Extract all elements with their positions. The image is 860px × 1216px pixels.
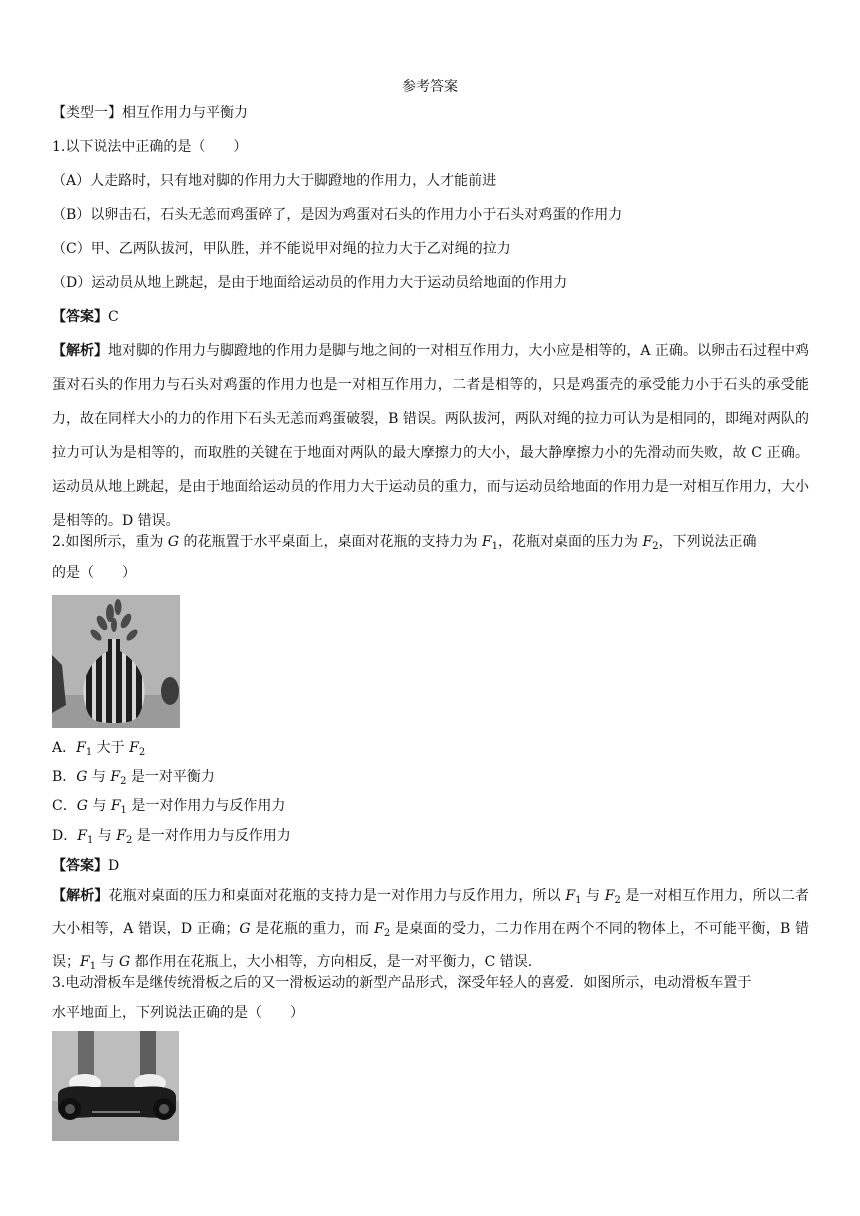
q2-stem: 2.如图所示，重为 G 的花瓶置于水平桌面上，桌面对花瓶的支持力为 $F_1$，花瓶对桌面的压力为 $F_2$，下列说法正确 的是（ ） — [52, 534, 757, 581]
q1-analysis — [52, 334, 809, 538]
answer-value: C — [108, 309, 119, 325]
hoverboard-photo — [52, 1031, 179, 1141]
analysis-label: 【解析】 — [52, 888, 109, 904]
answer-label: 【答案】 — [52, 858, 108, 874]
q1-option-d: （D）运动员从地上跳起，是由于地面给运动员的作用力大于运动员给地面的作用力 — [52, 275, 568, 291]
q2-option-a: A．$F_1$ 大于 $F_2$ — [52, 740, 146, 758]
q1-answer — [52, 307, 812, 327]
hoverboard-illustration — [52, 1031, 179, 1141]
analysis-text: 地对脚的作用力与脚蹬地的作用力是脚与地之间的一对相互作用力，大小应是相等的，A 正确。以卵击石过程中鸡蛋对石头的作用力与石头对鸡蛋的作用力也是一对相互作用力，二者是相等的，只是鸡蛋壳的承受能力小于石头的承受能力，故在同样大小的力的作用下石头无恙而鸡蛋破裂，B 错误。两队拔河，两队对绳的拉力可认为是相同的，即绳对两队的拉力可认为是相等的，而取胜的关键在于地面对两队的最大摩擦力的大小，最大静摩擦力小的先滑动而失败，故 C 正确。运动员从地上跳起，是由于地面给运动员的作用力大于运动员的重力，而与运动员给地面的作用力是一对相互作用力，大小是相等的。D 错误。 — [52, 343, 810, 529]
q2-option-d: D．$F_1$ 与 $F_2$ 是一对作用力与反作用力 — [52, 828, 291, 846]
answer-label: 【答案】 — [52, 309, 108, 325]
page-title: 参考答案 — [402, 79, 458, 95]
q1-option-a: （A）人走路时，只有地对脚的作用力大于脚蹬地的作用力，人才能前进 — [52, 173, 497, 189]
vase-photo — [52, 595, 180, 728]
q2-option-c: C．G 与 $F_1$ 是一对作用力与反作用力 — [52, 798, 286, 816]
q1-option-c: （C）甲、乙两队拔河，甲队胜，并不能说甲对绳的拉力大于乙对绳的拉力 — [52, 241, 511, 257]
q1-stem: 1.以下说法中正确的是（ ） — [52, 139, 248, 155]
vase-illustration — [52, 595, 180, 728]
q2-option-b: B．G 与 $F_2$ 是一对平衡力 — [52, 769, 215, 787]
q1-option-b: （B）以卵击石，石头无恙而鸡蛋碎了，是因为鸡蛋对石头的作用力小于石头对鸡蛋的作用力 — [52, 207, 623, 223]
q2-answer — [52, 856, 812, 876]
q2-analysis: 【解析】花瓶对桌面的压力和桌面对花瓶的支持力是一对作用力与反作用力，所以 $F_1$ 与 $F_2$ 是一对相互作用力，所以二者大小相等，A 错误，D 正确；G 是花瓶的重力，而 $F_2$ 是桌面的受力，二力作用在两个不同的物体上，不可能平衡，B 错误；$F_1$ 与 G 都作用在花瓶上，大小相等，方向相反，是一对平衡力，C 错误. — [52, 888, 809, 972]
answer-value: D — [108, 858, 120, 874]
q3-stem-line2: 水平地面上，下列说法正确的是（ ） — [52, 1005, 304, 1021]
q3-stem-line1: 3.电动滑板车是继传统滑板之后的又一滑板运动的新型产品形式，深受年轻人的喜爱．如图所示，电动滑板车置于 — [52, 975, 752, 991]
section-header: 【类型一】相互作用力与平衡力 — [52, 105, 248, 121]
analysis-label: 【解析】 — [52, 343, 109, 359]
